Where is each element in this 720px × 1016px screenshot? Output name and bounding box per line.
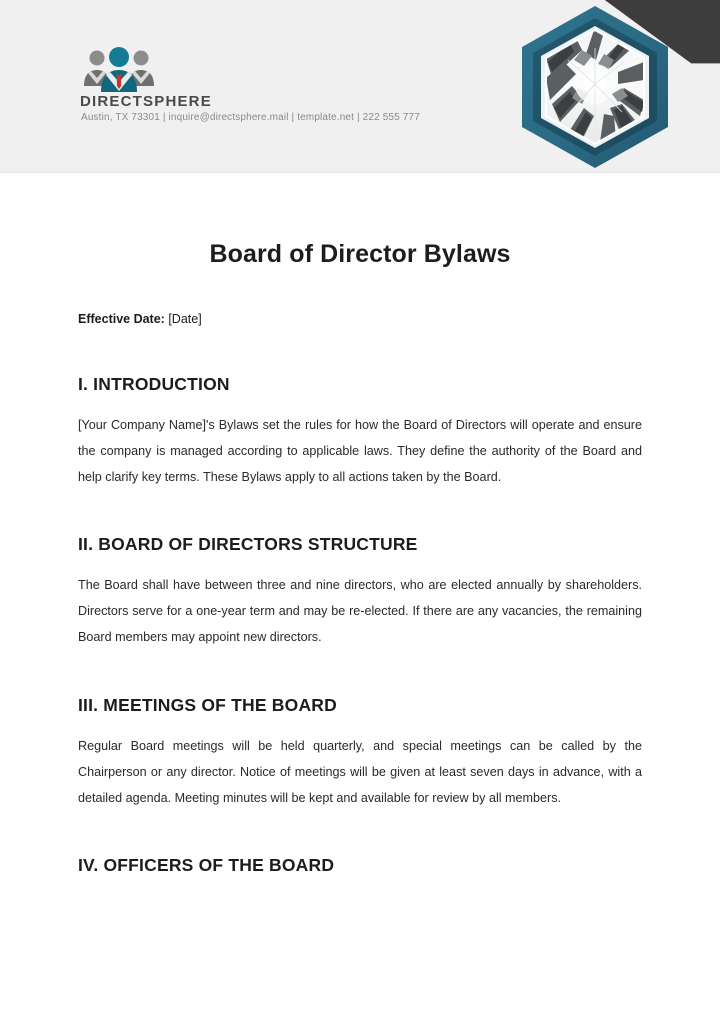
- section-heading: II. BOARD OF DIRECTORS STRUCTURE: [78, 534, 418, 555]
- section-heading: I. INTRODUCTION: [78, 374, 230, 394]
- section-introduction: [78, 374, 642, 490]
- section-body: The Board shall have between three and nine directors, who are elected annually by shareholders. Directors serve for a one-year term and may be re-elected. If there are any vacancies, the remaining Board members may appoint new directors.: [78, 578, 642, 645]
- section-meetings: [78, 695, 642, 811]
- company-wordmark: DIRECTSPHERE: [80, 93, 212, 110]
- document-body: [0, 172, 720, 894]
- page-title: Board of Director Bylaws: [209, 240, 511, 268]
- company-contact-line: Austin, TX 73301 | inquire@directsphere.mail | template.net | 222 555 777: [81, 112, 420, 123]
- three-people-group-icon: [82, 46, 156, 92]
- section-body: [Your Company Name]'s Bylaws set the rules for how the Board of Directors will operate and ensure the company is managed according to applicable laws. They define the authority of the Board and help clarify key terms. These Bylaws apply to all actions taken by the Board.: [78, 418, 642, 484]
- section-heading: III. MEETINGS OF THE BOARD: [78, 694, 337, 715]
- section-body: Regular Board meetings will be held quarterly, and special meetings can be called by the Chairperson or any director. Notice of meetings will be given at least seven days in advance, with a detailed agenda. Meeting minutes will be kept and available for review by all members.: [78, 738, 642, 805]
- effective-date-value: [Date]: [168, 312, 202, 326]
- section-officers: [78, 855, 642, 876]
- hexagon-skyscraper-photo-emblem: [508, 4, 682, 170]
- effective-date-line: [78, 312, 642, 326]
- section-board-structure: [78, 534, 642, 650]
- section-heading: IV. OFFICERS OF THE BOARD: [78, 855, 335, 876]
- effective-date-label: Effective Date:: [78, 312, 165, 326]
- letterhead-header: [0, 0, 720, 172]
